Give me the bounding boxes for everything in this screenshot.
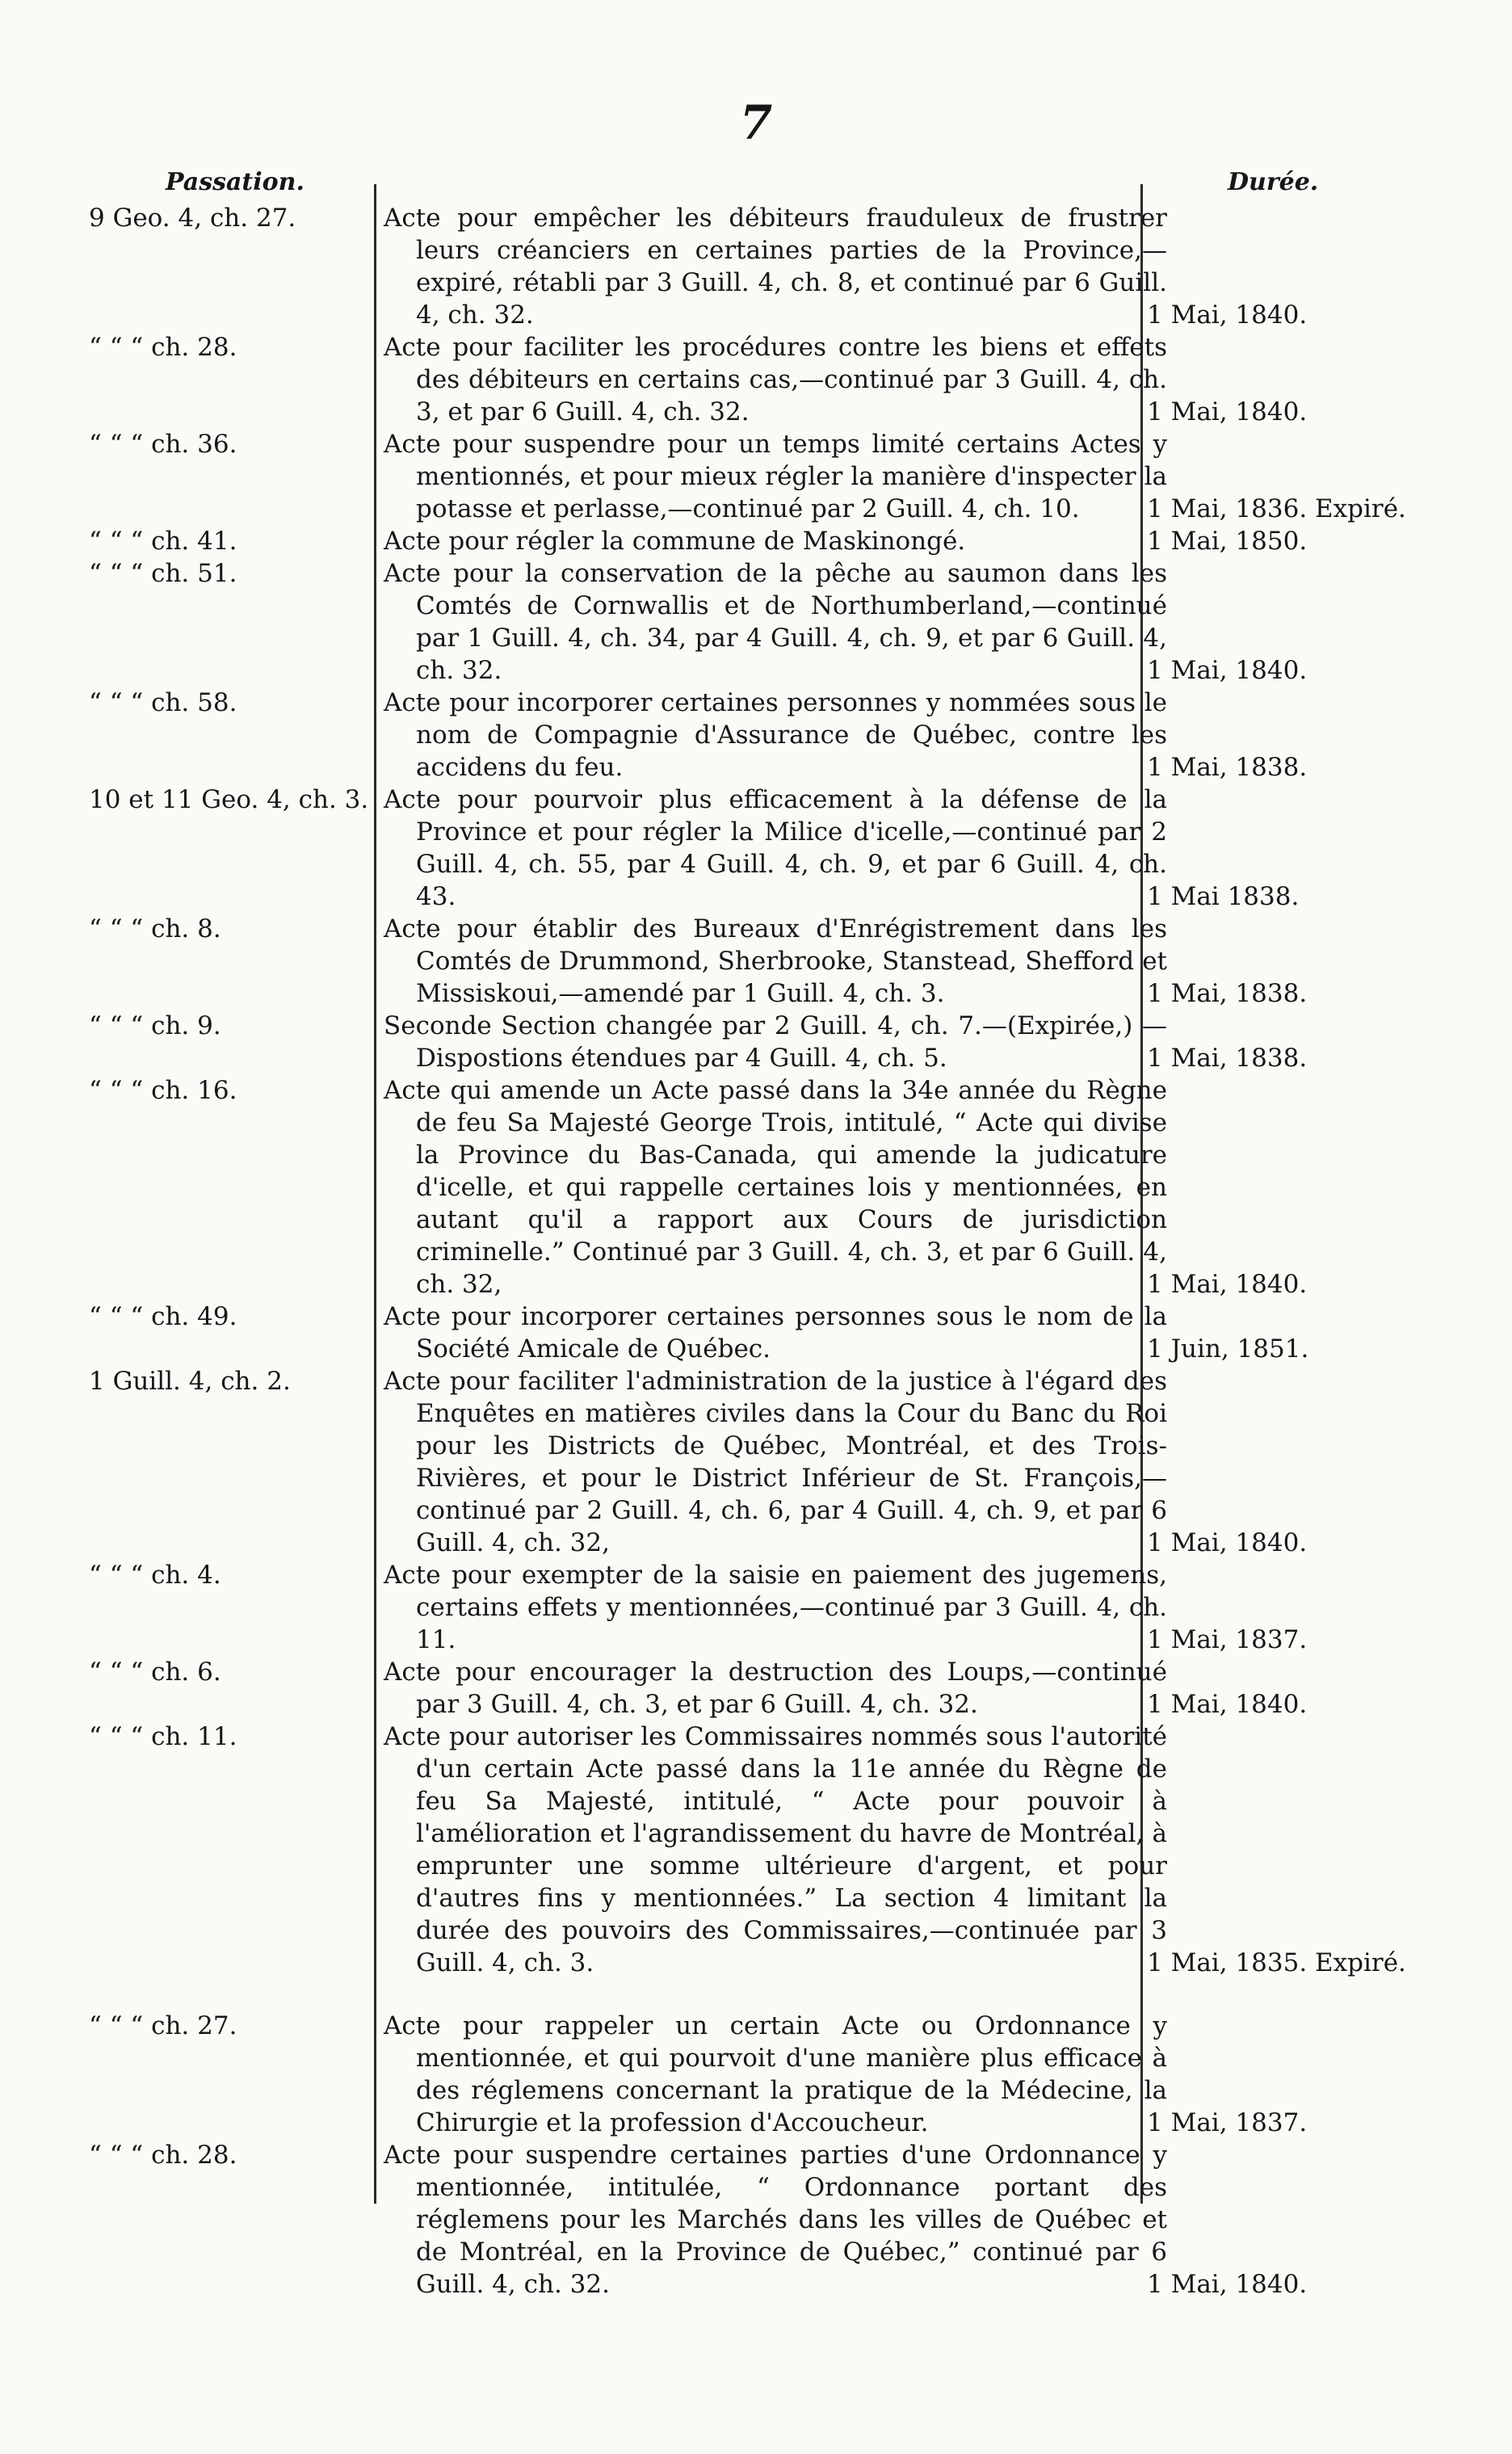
- act-entry: [0, 1721, 1512, 1979]
- duree-cell: 1 Mai, 1838.: [1147, 753, 1308, 782]
- act-entry: [0, 784, 1512, 913]
- passation-cell: 10 et 11 Geo. 4, ch. 3.: [89, 785, 369, 814]
- passation-cell: “ “ “ ch. 11.: [89, 1722, 237, 1751]
- header-passation: Passation.: [166, 168, 304, 196]
- duree-cell: 1 Mai, 1840.: [1147, 656, 1308, 685]
- duree-cell: 1 Mai, 1850.: [1147, 527, 1308, 556]
- duree-cell: 1 Mai 1838.: [1147, 882, 1300, 911]
- duree-cell: 1 Mai, 1840.: [1147, 397, 1308, 427]
- act-text: Acte pour pourvoir plus efficacement à la défense de la Province et pour régler la Milice d'icelle,—continué par 2 Guill. 4, ch. 55, par 4 Guill. 4, ch. 9, et par 6 Guill. 4, ch. 43.: [384, 785, 1167, 911]
- act-text: Acte pour suspendre certaines parties d'une Ordonnance y mentionnée, intitulée, “ Ordonnance portant des réglemens pour les Marchés dans les villes de Québec et de Montréal, en la Province de Québec,” continué par 6 Guill. 4, ch. 32.: [384, 2141, 1167, 2299]
- act-entry: [0, 202, 1512, 331]
- passation-cell: 1 Guill. 4, ch. 2.: [89, 1367, 291, 1396]
- act-text: Acte pour encourager la destruction des Loups,—continué par 3 Guill. 4, ch. 3, et par 6 Guill. 4, ch. 32.: [384, 1658, 1167, 1719]
- passation-cell: “ “ “ ch. 51.: [89, 559, 237, 588]
- act-entry: [0, 1365, 1512, 1559]
- passation-cell: “ “ “ ch. 4.: [89, 1561, 221, 1590]
- act-text: Acte pour faciliter les procédures contre les biens et effets des débiteurs en certains cas,—continué par 3 Guill. 4, ch. 3, et par 6 Guill. 4, ch. 32.: [384, 333, 1167, 427]
- header-duree: Durée.: [1228, 168, 1319, 196]
- duree-cell: 1 Mai, 1840.: [1147, 1270, 1308, 1299]
- act-entry: [0, 1010, 1512, 1074]
- duree-cell: 1 Mai, 1840.: [1147, 1528, 1308, 1557]
- act-text: Acte pour faciliter l'administration de la justice à l'égard des Enquêtes en matières civiles dans la Cour du Banc du Roi pour les Districts de Québec, Montréal, et des Trois-Rivières, et pour le District Inférieur de St. François,—continué par 2 Guill. 4, ch. 6, par 4 Guill. 4, ch. 9, et par 6 Guill. 4, ch. 32,: [384, 1367, 1167, 1557]
- act-entry: [0, 1074, 1512, 1301]
- act-entry: [0, 331, 1512, 428]
- passation-cell: “ “ “ ch. 28.: [89, 2141, 237, 2170]
- act-text: Acte pour incorporer certaines personnes y nommées sous le nom de Compagnie d'Assurance de Québec, contre les accidens du feu.: [384, 688, 1167, 782]
- spacer: [0, 1979, 1512, 2010]
- duree-cell: 1 Mai, 1838.: [1147, 1044, 1308, 1073]
- act-text: Acte pour exempter de la saisie en paiement des jugemens, certains effets y mentionnées,—continué par 3 Guill. 4, ch. 11.: [384, 1561, 1167, 1654]
- duree-cell: 1 Mai, 1840.: [1147, 300, 1308, 330]
- duree-cell: 1 Mai, 1837.: [1147, 2108, 1308, 2137]
- act-text: Seconde Section changée par 2 Guill. 4, ch. 7.—(Expirée,) —Dispostions étendues par 4 Guill. 4, ch. 5.: [384, 1011, 1167, 1073]
- act-entry: [0, 2010, 1512, 2139]
- act-entry: [0, 1656, 1512, 1721]
- act-entry: [0, 1301, 1512, 1365]
- act-text: Acte pour rappeler un certain Acte ou Ordonnance y mentionnée, et qui pourvoit d'une manière plus efficace à des réglemens concernant la pratique de la Médecine, la Chirurgie et la profession d'Accoucheur.: [384, 2011, 1167, 2137]
- passation-cell: “ “ “ ch. 8.: [89, 914, 221, 943]
- act-entry: [0, 687, 1512, 784]
- passation-cell: “ “ “ ch. 6.: [89, 1658, 221, 1687]
- passation-cell: “ “ “ ch. 28.: [89, 333, 237, 362]
- passation-cell: “ “ “ ch. 58.: [89, 688, 237, 717]
- acts-table: [0, 202, 1512, 2301]
- act-text: Acte pour régler la commune de Maskinongé.: [384, 527, 966, 556]
- passation-cell: “ “ “ ch. 49.: [89, 1302, 237, 1331]
- passation-cell: “ “ “ ch. 16.: [89, 1076, 237, 1105]
- act-text: Acte pour la conservation de la pêche au saumon dans les Comtés de Cornwallis et de Northumberland,—continué par 1 Guill. 4, ch. 34, par 4 Guill. 4, ch. 9, et par 6 Guill. 4, ch. 32.: [384, 559, 1167, 685]
- act-text: Acte pour incorporer certaines personnes sous le nom de la Société Amicale de Québec.: [384, 1302, 1167, 1364]
- act-entry: [0, 2139, 1512, 2301]
- duree-cell: 1 Mai, 1836. Expiré.: [1147, 494, 1406, 523]
- duree-cell: 1 Mai, 1837.: [1147, 1625, 1308, 1654]
- act-text: Acte pour établir des Bureaux d'Enrégistrement dans les Comtés de Drummond, Sherbrooke, Stanstead, Shefford et Missiskoui,—amendé par 1 Guill. 4, ch. 3.: [384, 914, 1167, 1008]
- act-text: Acte pour empêcher les débiteurs frauduleux de frustrer leurs créanciers en certaines parties de la Province,—expiré, rétabli par 3 Guill. 4, ch. 8, et continué par 6 Guill. 4, ch. 32.: [384, 204, 1167, 330]
- act-text: Acte qui amende un Acte passé dans la 34e année du Règne de feu Sa Majesté George Trois, intitulé, “ Acte qui divise la Province du Bas-Canada, qui amende la judicature d'icelle, et qui rappelle certaines lois y mentionnées, en autant qu'il a rapport aux Cours de jurisdiction criminelle.” Continué par 3 Guill. 4, ch. 3, et par 6 Guill. 4, ch. 32,: [384, 1076, 1167, 1299]
- page-number: 7: [739, 95, 773, 150]
- act-text: Acte pour autoriser les Commissaires nommés sous l'autorité d'un certain Acte passé dans la 11e année du Règne de feu Sa Majesté, intitulé, “ Acte pour pouvoir à l'amélioration et l'agrandissement du havre de Montréal, à emprunter une somme ultérieure d'argent, et pour d'autres fins y mentionnées.” La section 4 limitant la durée des pouvoirs des Commissaires,—continuée par 3 Guill. 4, ch. 3.: [384, 1722, 1167, 1977]
- duree-cell: 1 Juin, 1851.: [1147, 1334, 1309, 1364]
- duree-cell: 1 Mai, 1838.: [1147, 979, 1308, 1008]
- duree-cell: 1 Mai, 1840.: [1147, 2270, 1308, 2299]
- duree-cell: 1 Mai, 1835. Expiré.: [1147, 1948, 1406, 1977]
- passation-cell: “ “ “ ch. 41.: [89, 527, 237, 556]
- act-entry: [0, 1559, 1512, 1656]
- passation-cell: “ “ “ ch. 36.: [89, 430, 237, 459]
- passation-cell: “ “ “ ch. 27.: [89, 2011, 237, 2040]
- act-entry: [0, 525, 1512, 557]
- act-entry: [0, 428, 1512, 525]
- passation-cell: “ “ “ ch. 9.: [89, 1011, 221, 1040]
- act-text: Acte pour suspendre pour un temps limité certains Actes y mentionnés, et pour mieux régler la manière d'inspecter la potasse et perlasse,—continué par 2 Guill. 4, ch. 10.: [384, 430, 1167, 523]
- act-entry: [0, 913, 1512, 1010]
- act-entry: [0, 557, 1512, 687]
- duree-cell: 1 Mai, 1840.: [1147, 1690, 1308, 1719]
- passation-cell: 9 Geo. 4, ch. 27.: [89, 204, 296, 233]
